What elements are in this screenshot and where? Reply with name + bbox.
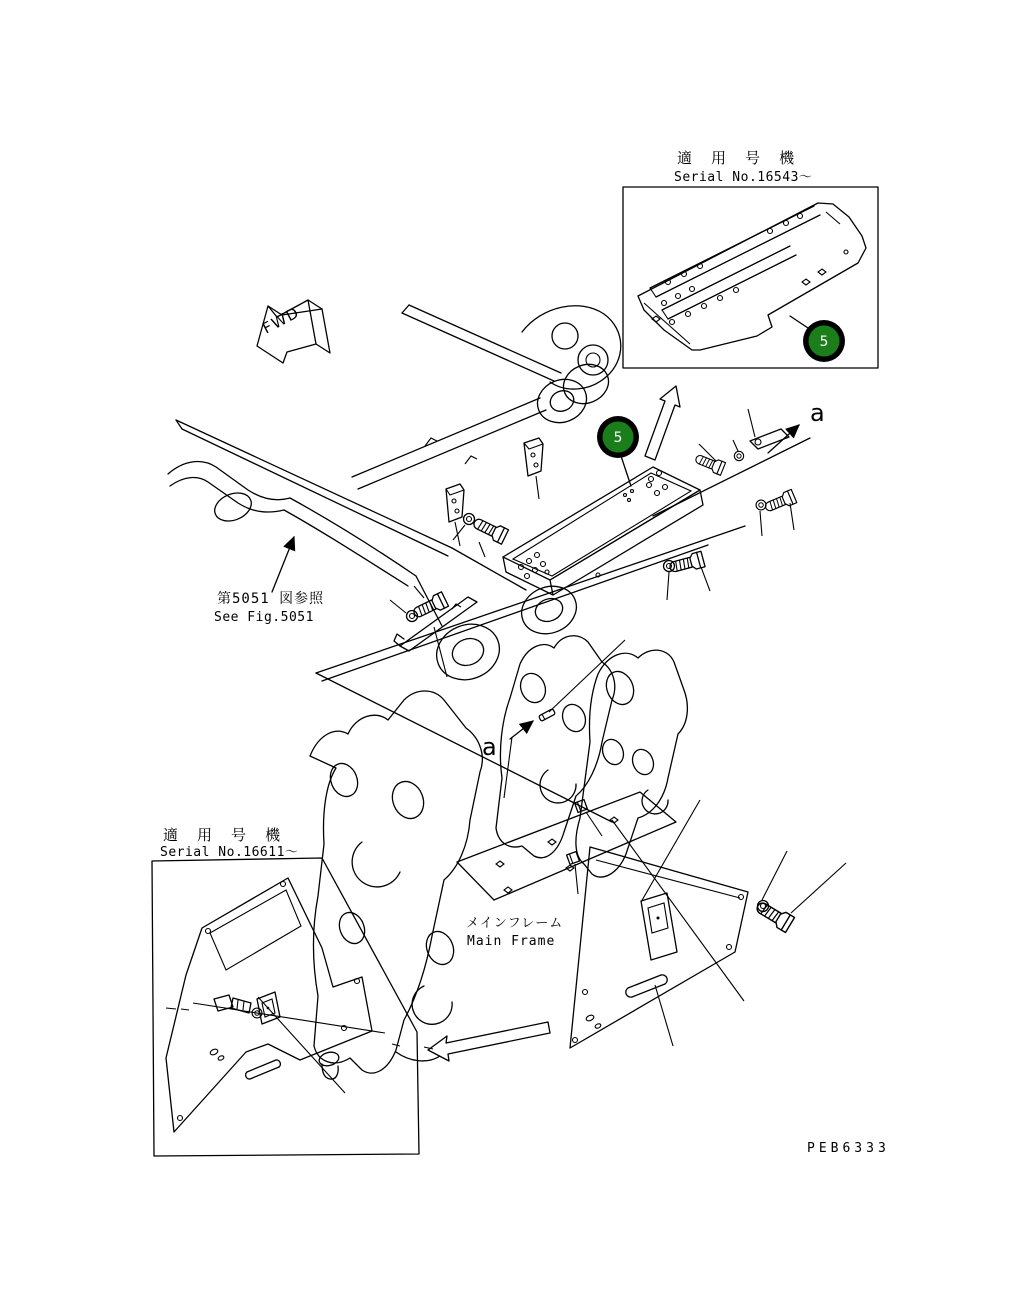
inset-pointer-arrow — [645, 386, 680, 460]
cover-plate-holes — [178, 882, 360, 1121]
main-frame-label-ja: メインフレーム — [466, 916, 564, 931]
link-piece — [748, 409, 789, 449]
bolt — [753, 898, 794, 932]
serial-number-bottom: Serial No.16611～ — [160, 845, 299, 860]
see-fig-label-en: See Fig.5051 — [214, 610, 314, 625]
part5-callout[interactable] — [597, 416, 639, 486]
bolt — [471, 515, 509, 544]
callout-number: 5 — [613, 430, 623, 446]
see-fig-label-ja: 第5051 図参照 — [217, 591, 325, 607]
serial-title-bottom: 適 用 号 機 — [163, 826, 286, 844]
bolt — [694, 452, 726, 475]
bolt — [763, 489, 797, 514]
drawing-number: PEB6333 — [807, 1141, 890, 1156]
main-frame-label-en: Main Frame — [467, 934, 556, 949]
inset-pointer-arrow — [428, 1022, 550, 1061]
washer — [756, 500, 766, 510]
leader-line — [272, 537, 294, 592]
see-fig-reference — [214, 537, 324, 625]
pin — [539, 709, 556, 722]
upper-linkage — [168, 305, 621, 689]
guard-plate-holes — [652, 214, 848, 325]
inset-top-right — [623, 149, 878, 368]
part5-plate — [503, 467, 703, 595]
fwd-label: FWD — [259, 303, 303, 338]
section-label-a-top: a — [810, 399, 825, 427]
section-arrow-a-bottom — [510, 721, 533, 739]
part5-callout[interactable] — [790, 316, 845, 362]
bolt — [411, 592, 449, 621]
callout-leader — [621, 456, 631, 486]
section-lines — [316, 399, 825, 822]
serial-number-top: Serial No.16543～ — [674, 170, 813, 185]
washer — [664, 561, 675, 572]
callout-number: 5 — [819, 334, 829, 350]
cover-plate — [570, 800, 748, 1048]
washer — [464, 514, 475, 525]
fwd-direction-arrow — [257, 300, 330, 363]
plate-holes — [519, 471, 668, 579]
bolt — [214, 995, 262, 1018]
main-frame — [310, 636, 687, 1073]
section-label-a-bottom: a — [482, 733, 497, 761]
inset-bottom-left — [152, 826, 433, 1156]
bracket-clip — [524, 438, 543, 499]
washer — [734, 451, 743, 460]
serial-title-top: 適 用 号 機 — [677, 149, 800, 167]
